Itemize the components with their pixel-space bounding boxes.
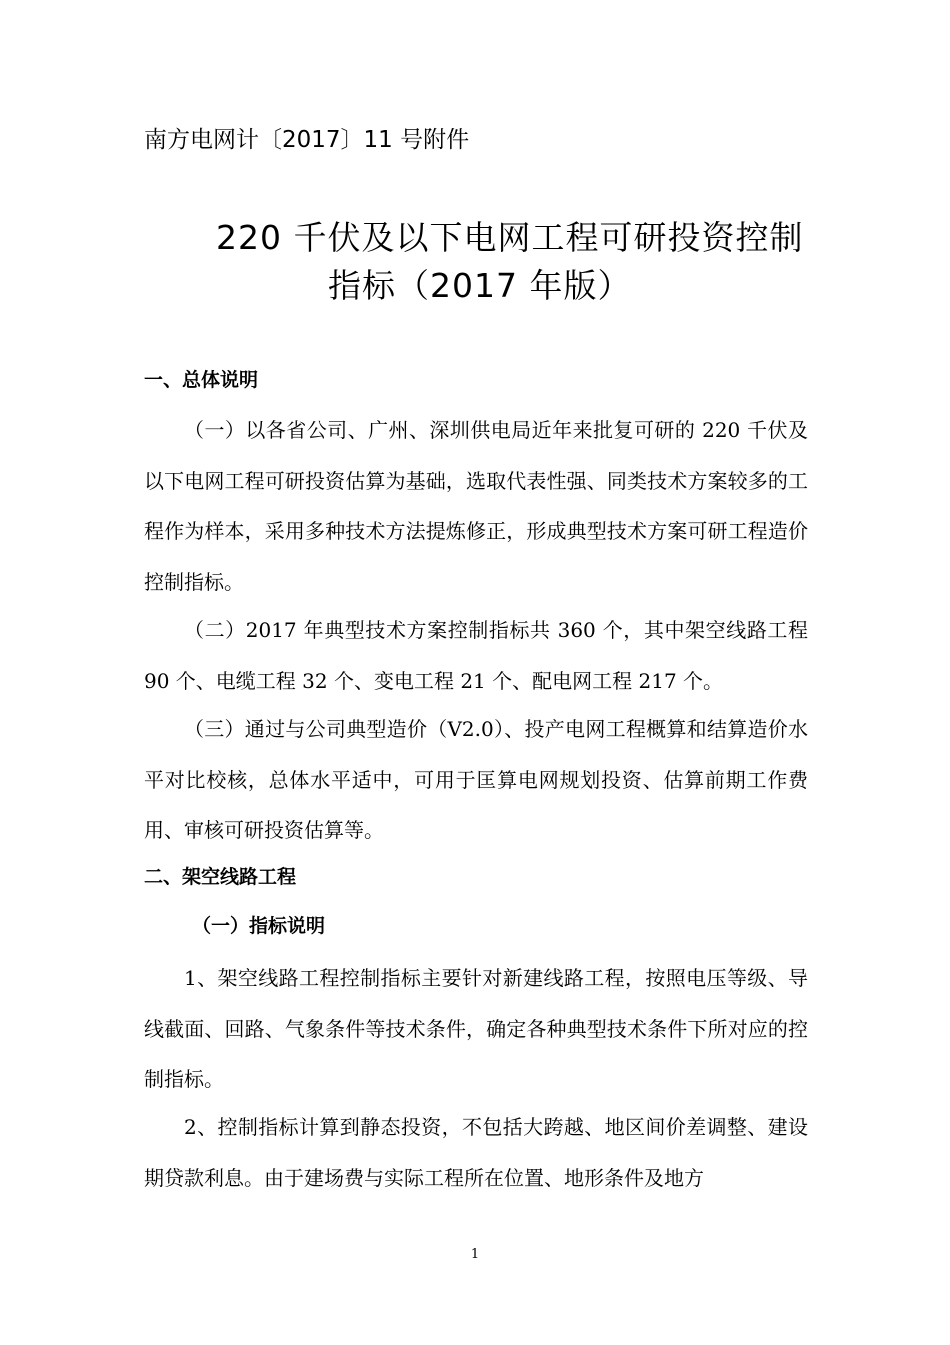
paragraph-overview-2: （二）2017 年典型技术方案控制指标共 360 个，其中架空线路工程 90 个、电缆工程 32 个、变电工程 21 个、配电网工程 217 个。 xyxy=(144,618,808,693)
subsection-heading-index-notes: （一）指标说明 xyxy=(192,915,326,937)
paragraph-overview-1: （一）以各省公司、广州、深圳供电局近年来批复可研的 220 千伏及以下电网工程可研投资估算为基础，选取代表性强、同类技术方案较多的工程作为样本，采用多种技术方法提炼修正，形成典型技术方案可研工程造价控制指标。 xyxy=(144,418,808,594)
page-number: 1 xyxy=(470,1247,480,1262)
document-title-line-1: 220 千伏及以下电网工程可研投资控制 xyxy=(216,218,804,257)
document-reference: 南方电网计〔2017〕11 号附件 xyxy=(144,127,470,153)
paragraph-overhead-2: 2、控制指标计算到静态投资，不包括大跨越、地区间价差调整、建设期贷款利息。由于建场费与实际工程所在位置、地形条件及地方 xyxy=(144,1115,808,1190)
paragraph-overview-3: （三）通过与公司典型造价（V2.0）、投产电网工程概算和结算造价水平对比校核，总体水平适中，可用于匡算电网规划投资、估算前期工作费用、审核可研投资估算等。 xyxy=(144,717,808,842)
paragraph-overhead-1: 1、架空线路工程控制指标主要针对新建线路工程，按照电压等级、导线截面、回路、气象条件等技术条件，确定各种典型技术条件下所对应的控制指标。 xyxy=(144,966,808,1091)
document-title-line-2: 指标（2017 年版） xyxy=(328,266,632,305)
section-heading-overview: 一、总体说明 xyxy=(144,369,259,391)
section-heading-overhead-lines: 二、架空线路工程 xyxy=(144,866,297,888)
